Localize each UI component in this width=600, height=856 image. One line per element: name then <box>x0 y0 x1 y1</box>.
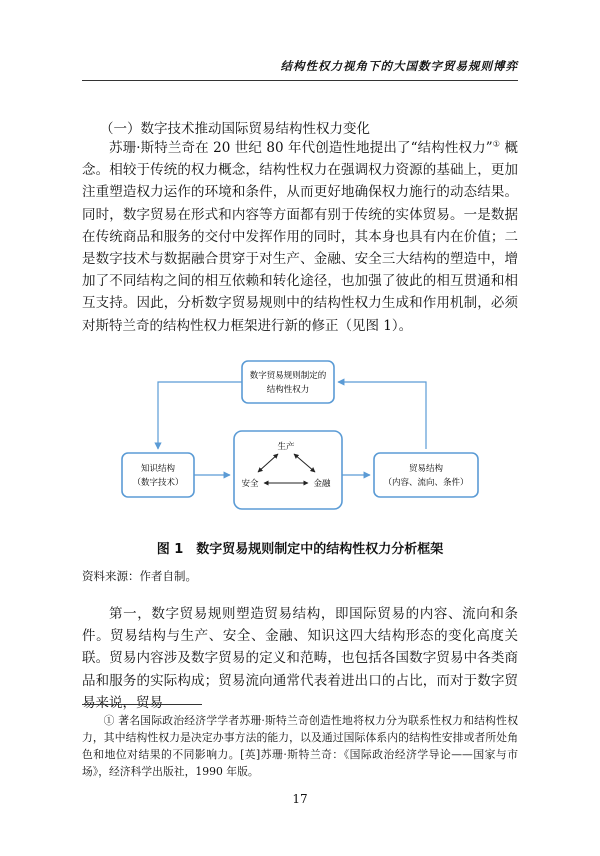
top-box-label-1: 数字贸易规则制定的 <box>249 371 327 381</box>
footnote-marker[interactable]: ① <box>492 139 501 149</box>
left-box-label-1: 知识结构 <box>140 464 176 474</box>
paragraph-1-text-a: 苏珊·斯特兰奇在 20 世纪 80 年代创造性地提出了“结构性权力” <box>109 140 493 156</box>
header-divider <box>82 80 518 81</box>
section-title: （一）数字技术推动国际贸易结构性权力变化 <box>100 121 370 137</box>
right-box <box>374 453 478 497</box>
figure-caption: 图 1 数字贸易规则制定中的结构性权力分析框架 <box>156 542 444 557</box>
paragraph-1 <box>82 137 518 337</box>
left-box <box>122 453 194 497</box>
right-box-label-2: （内容、流向、条件） <box>383 478 469 488</box>
center-label-production: 生产 <box>277 442 295 452</box>
framework-diagram <box>82 355 518 515</box>
right-box-label-1: 贸易结构 <box>408 464 444 474</box>
footnote-divider <box>82 704 202 705</box>
footnote: ① 著名国际政治经济学学者苏珊·斯特兰奇创造性地将权力分为联系性权力和结构性权力，其中结构性权力是决定办事方法的能力，以及通过国际体系内的结构性安排或者所处角色和地位对结果的不同影响力。[英]苏珊·斯特兰奇：《国际政治经济学导论——国家与市场》，经济科学出版社，1990 年版。 <box>82 714 518 778</box>
center-label-finance: 金融 <box>313 479 331 489</box>
paragraph-1-text-b: 概念。相较于传统的权力概念，结构性权力在强调权力资源的基础上，更加注重塑造权力运作的环境和条件，从而更好地确保权力施行的动态结果。同时，数字贸易在形式和内容等方面都有别于传统的实体贸易。一是数据在传统商品和服务的交付中发挥作用的同时，其本身也具有内在价值；二是数字技术与数据融合贯穿于对生产、金融、安全三大结构的塑造中，增加了不同结构之间的相互依赖和转化途径，也加强了彼此的相互贯通和相互支持。因此，分析数字贸易规则中的结构性权力生成和作用机制，必须对斯特兰奇的结构性权力框架进行新的修正（见图 1）。 <box>82 140 518 334</box>
left-box-label-2: （数字技术） <box>132 478 184 488</box>
figure-source: 资料来源：作者自制。 <box>82 569 197 583</box>
arrow-top-to-left <box>158 382 242 449</box>
page-number: 17 <box>292 792 308 806</box>
top-box <box>242 361 334 403</box>
running-header: 结构性权力视角下的大国数字贸易规则博弈 <box>280 59 518 73</box>
top-box-label-2: 结构性权力 <box>266 385 310 395</box>
center-label-security: 安全 <box>241 479 259 489</box>
arrow-right-to-top <box>338 382 426 449</box>
paragraph-2: 第一，数字贸易规则塑造贸易结构，即国际贸易的内容、流向和条件。贸易结构与生产、安全、金融、知识这四大结构形态的变化高度关联。贸易内容涉及数字贸易的定义和范畴，也包括各国数字贸易中各类商品和服务的实际构成；贸易流向通常代表着进出口的占比，而对于数字贸易来说，贸易 <box>82 606 518 711</box>
